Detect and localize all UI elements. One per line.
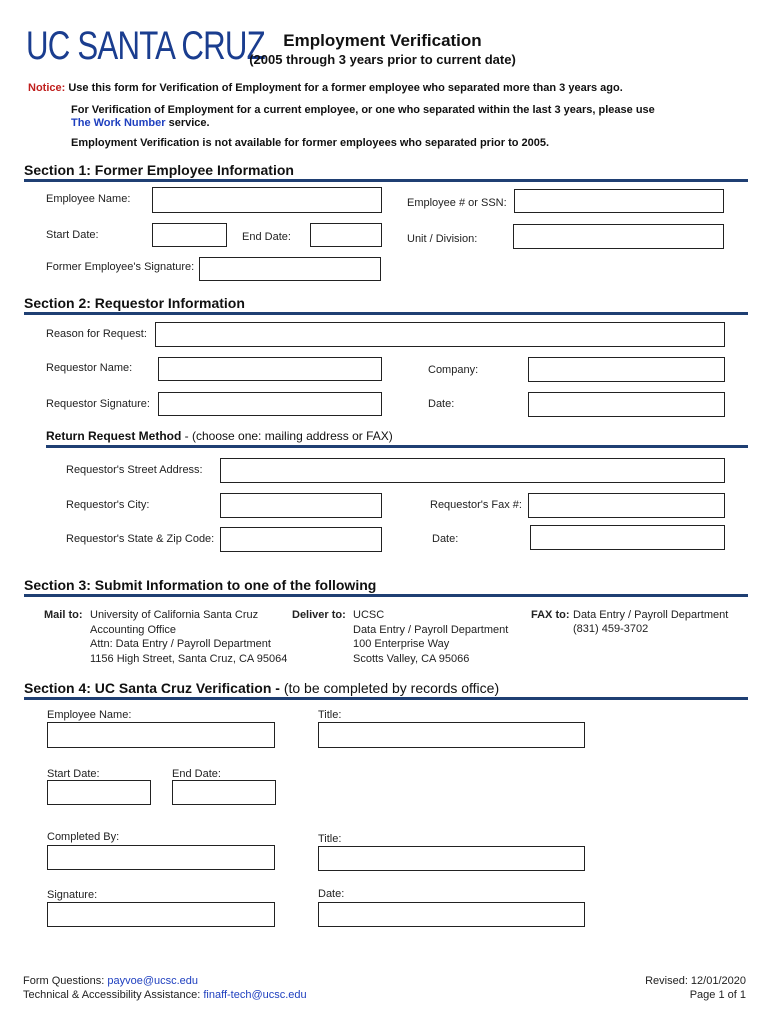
section-2-rule bbox=[24, 312, 748, 315]
s4-end-date-label: End Date: bbox=[172, 768, 221, 780]
date-field[interactable] bbox=[528, 392, 725, 417]
start-date-field[interactable] bbox=[152, 223, 227, 247]
footer-questions bbox=[23, 974, 198, 989]
completed-by-field[interactable] bbox=[47, 845, 275, 870]
mail-line: Attn: Data Entry / Payroll Department bbox=[90, 638, 271, 650]
reason-field[interactable] bbox=[155, 322, 725, 347]
tech-email-link[interactable]: finaff-tech@ucsc.edu bbox=[203, 989, 307, 1001]
questions-label: Form Questions: bbox=[23, 975, 108, 987]
return-method-note: - (choose one: mailing address or FAX) bbox=[181, 429, 393, 443]
deliver-line: Scotts Valley, CA 95066 bbox=[353, 652, 470, 665]
notice-line-2b bbox=[71, 117, 210, 129]
page-subtitle: (2005 through 3 years prior to current date) bbox=[249, 52, 516, 67]
return-method-label: Return Request Method bbox=[46, 429, 182, 443]
fax-field[interactable] bbox=[528, 493, 725, 518]
mail-line: University of California Santa Cruz bbox=[90, 609, 259, 621]
mail-to-label: Mail to: bbox=[44, 609, 83, 621]
s4-title-field[interactable] bbox=[318, 722, 585, 748]
date2-field[interactable] bbox=[530, 525, 725, 550]
requestor-signature-field[interactable] bbox=[158, 392, 382, 416]
s4-title-label: Title: bbox=[318, 709, 342, 721]
notice-line-2: For Verification of Employment for a current employee, or one who separated within the last 3 years, please use bbox=[71, 104, 655, 116]
fax-to-line-2: (831) 459-3702 bbox=[573, 623, 649, 635]
street-label: Requestor's Street Address: bbox=[66, 464, 203, 476]
page-number: Page 1 of 1 bbox=[689, 989, 746, 1001]
deliver-line: 100 Enterprise Way bbox=[353, 638, 450, 650]
deliver-to-address bbox=[353, 608, 508, 666]
section-3-rule bbox=[24, 594, 748, 597]
section-3-title: Section 3: Submit Information to one of the following bbox=[24, 577, 377, 593]
s4-start-date-field[interactable] bbox=[47, 780, 151, 805]
street-field[interactable] bbox=[220, 458, 725, 483]
end-date-field[interactable] bbox=[310, 223, 382, 247]
requestor-name-label: Requestor Name: bbox=[46, 362, 133, 374]
employee-id-field[interactable] bbox=[514, 189, 724, 213]
date-label: Date: bbox=[428, 398, 455, 410]
mail-line: 1156 High Street, Santa Cruz, CA 95064 bbox=[90, 652, 288, 665]
state-zip-label: Requestor's State & Zip Code: bbox=[66, 533, 215, 545]
section-1-rule bbox=[24, 179, 748, 182]
employee-name-label: Employee Name: bbox=[46, 193, 131, 205]
revised-date: Revised: 12/01/2020 bbox=[645, 975, 746, 987]
notice-line-3: Employment Verification is not available for former employees who separated prior to 2005. bbox=[71, 137, 550, 149]
return-method-heading bbox=[46, 429, 393, 443]
unit-field[interactable] bbox=[513, 224, 724, 249]
s4-date-label: Date: bbox=[318, 888, 345, 900]
fax-to-line-1: Data Entry / Payroll Department bbox=[573, 609, 729, 621]
return-method-rule bbox=[46, 445, 748, 448]
company-label: Company: bbox=[428, 364, 479, 376]
city-label: Requestor's City: bbox=[66, 499, 150, 511]
section-4-title-note: (to be completed by records office) bbox=[279, 680, 500, 696]
fax-to-label: FAX to: bbox=[531, 609, 570, 621]
section-4-rule bbox=[24, 697, 748, 700]
tech-label: Technical & Accessibility Assistance: bbox=[23, 989, 204, 1001]
requestor-name-field[interactable] bbox=[158, 357, 382, 381]
s4-employee-name-label: Employee Name: bbox=[47, 709, 132, 721]
city-field[interactable] bbox=[220, 493, 382, 518]
section-1-title: Section 1: Former Employee Information bbox=[24, 162, 294, 178]
page-title: Employment Verification bbox=[283, 31, 482, 50]
notice-text-1: Use this form for Verification of Employment for a former employee who separated more than 3 years ago. bbox=[68, 82, 623, 94]
s4-signature-field[interactable] bbox=[47, 902, 275, 927]
company-field[interactable] bbox=[528, 357, 725, 382]
deliver-line: UCSC bbox=[353, 609, 385, 621]
deliver-to-label: Deliver to: bbox=[292, 609, 346, 621]
start-date-label: Start Date: bbox=[46, 229, 99, 241]
former-signature-field[interactable] bbox=[199, 257, 381, 281]
s4-date-field[interactable] bbox=[318, 902, 585, 927]
unit-label: Unit / Division: bbox=[407, 233, 478, 245]
requestor-signature-label: Requestor Signature: bbox=[46, 398, 150, 410]
s4-employee-name-field[interactable] bbox=[47, 722, 275, 748]
deliver-line: Data Entry / Payroll Department bbox=[353, 623, 509, 636]
fax-label: Requestor's Fax #: bbox=[430, 499, 522, 511]
footer-tech bbox=[23, 988, 307, 1003]
notice-text-2-end: service. bbox=[168, 117, 210, 129]
state-zip-field[interactable] bbox=[220, 527, 382, 552]
employee-id-label: Employee # or SSN: bbox=[407, 197, 507, 209]
questions-email-link[interactable]: payvoe@ucsc.edu bbox=[107, 975, 199, 987]
ucsc-logo: UC SANTA CRUZ bbox=[26, 24, 265, 68]
s4-title2-label: Title: bbox=[318, 833, 342, 845]
notice-line-1 bbox=[28, 82, 623, 94]
end-date-label: End Date: bbox=[242, 231, 291, 243]
date2-label: Date: bbox=[432, 533, 459, 545]
completed-by-label: Completed By: bbox=[47, 831, 120, 843]
mail-line: Accounting Office bbox=[90, 623, 177, 636]
s4-title2-field[interactable] bbox=[318, 846, 585, 871]
section-4-title bbox=[24, 680, 499, 696]
former-signature-label: Former Employee's Signature: bbox=[46, 261, 195, 273]
s4-signature-label: Signature: bbox=[47, 889, 98, 901]
mail-to-address bbox=[90, 608, 287, 666]
work-number-link[interactable]: The Work Number bbox=[71, 117, 166, 129]
reason-label: Reason for Request: bbox=[46, 328, 147, 340]
section-2-title: Section 2: Requestor Information bbox=[24, 295, 245, 311]
employee-name-field[interactable] bbox=[152, 187, 382, 213]
s4-end-date-field[interactable] bbox=[172, 780, 276, 805]
notice-label: Notice: bbox=[28, 82, 66, 94]
s4-start-date-label: Start Date: bbox=[47, 768, 100, 780]
section-4-title-bold: Section 4: UC Santa Cruz Verification - bbox=[24, 680, 280, 696]
